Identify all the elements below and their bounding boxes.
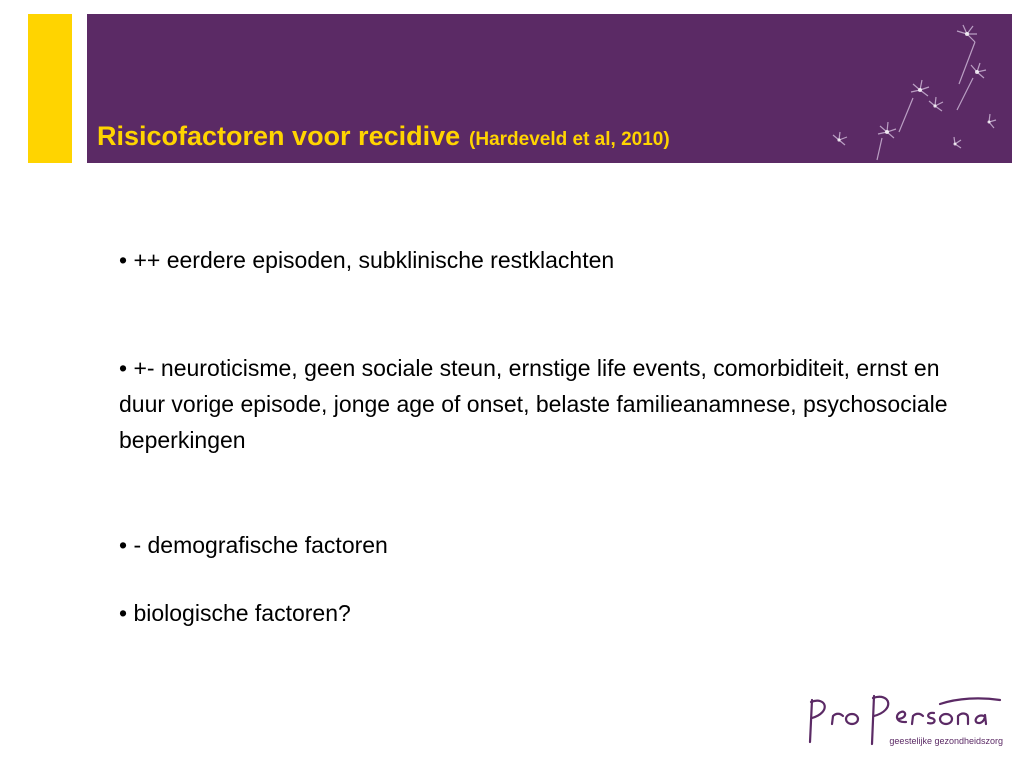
bullet-item-4: • biologische factoren? xyxy=(119,600,351,626)
bullet-item-1: • ++ eerdere episoden, subklinische restklachten xyxy=(119,247,615,273)
bullet-list xyxy=(119,242,979,631)
bullet-item-3: • - demografische factoren xyxy=(119,532,388,558)
slide-title-citation: (Hardeveld et al, 2010) xyxy=(469,129,670,150)
pro-persona-logo xyxy=(800,686,1005,748)
slide-title xyxy=(97,116,670,153)
yellow-accent-bar xyxy=(28,14,72,163)
logo-tagline: geestelijke gezondheidszorg xyxy=(889,736,1003,746)
header-band xyxy=(87,14,1012,163)
slide-title-text: Risicofactoren voor recidive xyxy=(97,121,461,151)
bullet-item-2: • +- neuroticisme, geen sociale steun, ernstige life events, comorbiditeit, ernst en duur vorige episode, jonge age of onset, belaste familieanamnese, psychosociale beperkingen xyxy=(119,355,948,453)
